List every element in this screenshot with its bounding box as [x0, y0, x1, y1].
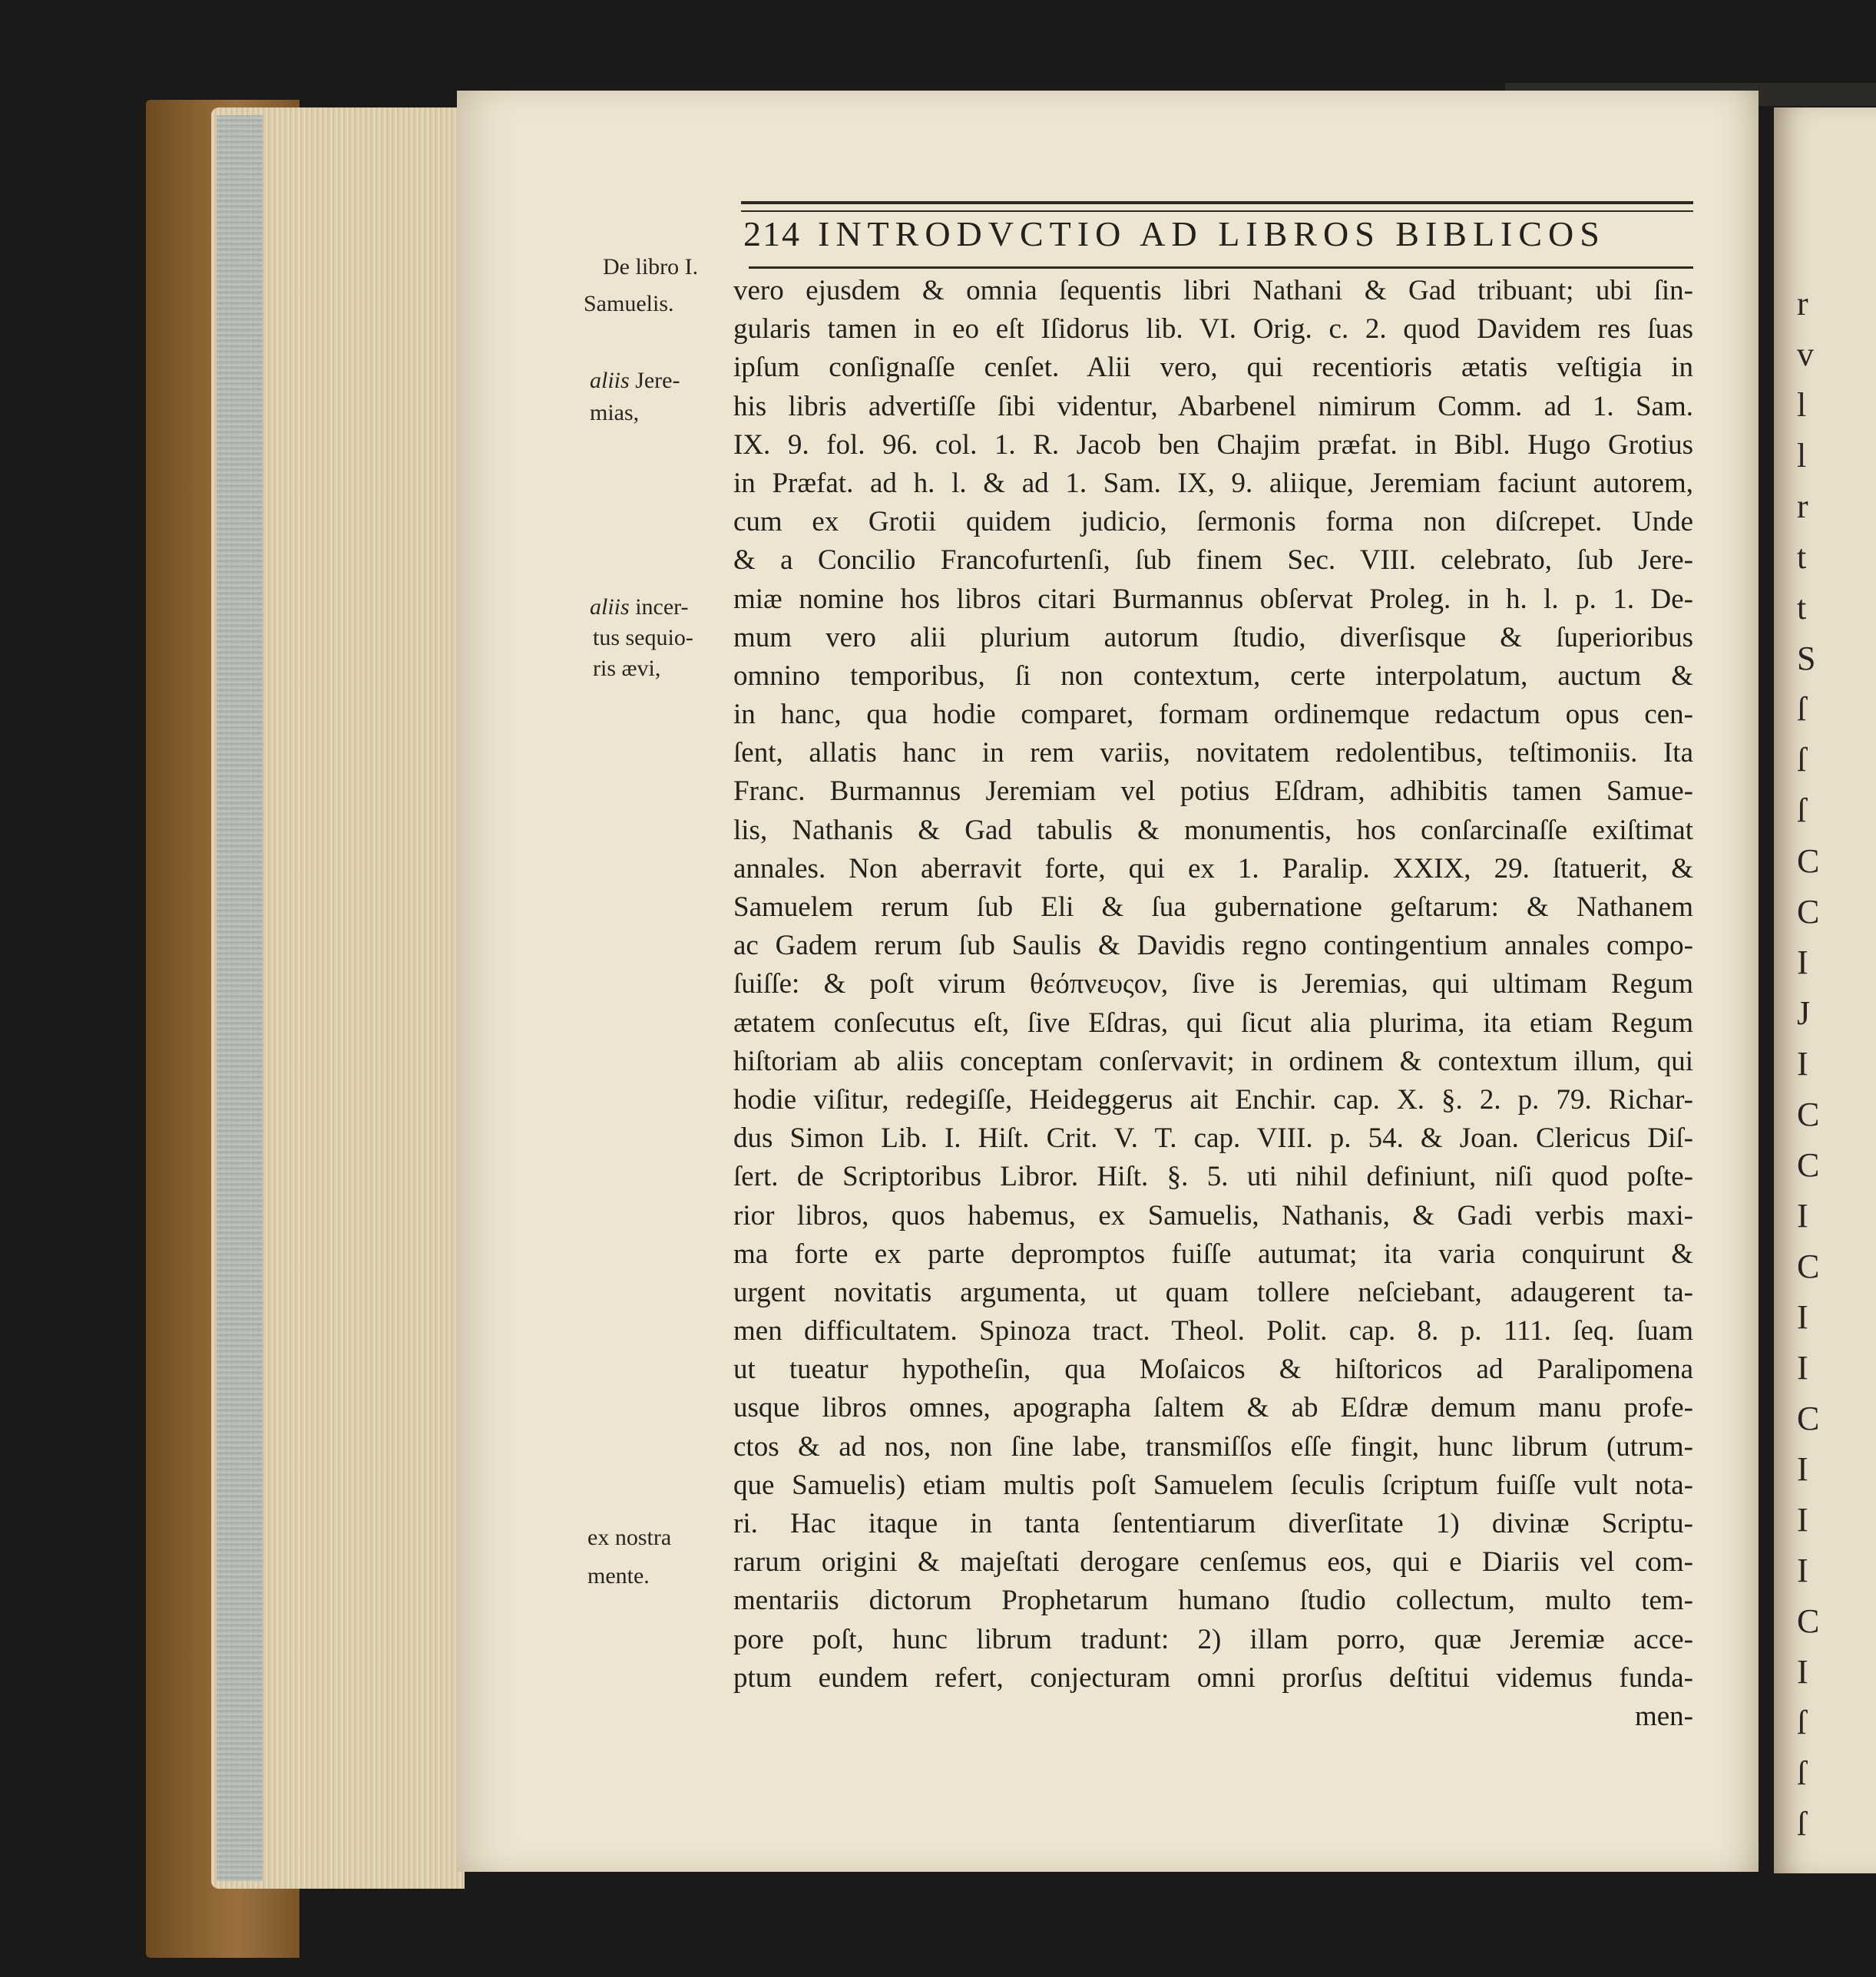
facing-page-glyph: C [1797, 1400, 1820, 1437]
margin-note-italic: aliis [590, 368, 630, 393]
facing-page-glyph: C [1797, 842, 1820, 880]
facing-page-glyph: ſ [1797, 1754, 1807, 1792]
facing-page-glyph: I [1797, 1197, 1808, 1235]
facing-page-glyph: C [1797, 1602, 1820, 1640]
facing-page-glyph: ſ [1797, 1805, 1807, 1843]
facing-page-glyph: C [1797, 1096, 1820, 1133]
facing-page-glyph: r [1797, 285, 1808, 322]
text-line: pore poſt, hunc librum tradunt: 2) illam porro, quæ Jeremiæ acce- [733, 1623, 1693, 1655]
margin-note-aliis-incer-3 [593, 655, 660, 683]
text-line: his libris advertiſſe ſibi videntur, Abarbenel nimirum Comm. ad 1. Sam. [733, 390, 1693, 422]
text-line: mentariis dictorum Prophetarum humano ſtudio collectum, multo tem- [733, 1585, 1693, 1617]
body-text [733, 272, 1693, 1736]
text-line: que Samuelis) etiam multis poſt Samuelem ſeculis ſcriptum fuiſſe vult nota- [733, 1469, 1693, 1501]
margin-note-text: Samuelis. [584, 291, 674, 316]
text-line: ctos & ad nos, non ſine labe, transmiſſos eſſe fingit, hunc librum (utrum- [733, 1430, 1693, 1463]
facing-page-glyph: I [1797, 1349, 1808, 1387]
text-line: in hanc, qua hodie comparet, formam ordinemque redactum opus cen- [733, 699, 1693, 731]
margin-note-text: Jere- [629, 368, 680, 393]
text-line: men- [1634, 1700, 1693, 1732]
text-line: hodie viſitur, redegiſſe, Heideggerus ait Enchir. cap. X. §. 2. p. 79. Richar- [733, 1083, 1693, 1116]
margin-note-de-libro [603, 253, 698, 281]
facing-page-glyph: I [1797, 1501, 1808, 1539]
text-line: ac Gadem rerum ſub Saulis & Davidis regno contingentium annales compo- [733, 930, 1693, 962]
margin-note-aliis-incer-2 [593, 624, 693, 652]
header-rule-top [741, 201, 1693, 212]
margin-note-ex-nostra-2 [587, 1562, 650, 1590]
page-number: 214 [743, 214, 801, 253]
text-line: miæ nomine hos libros citari Burmannus obſervat Proleg. in h. l. p. 1. De- [733, 583, 1693, 615]
text-line: urgent novitatis argumenta, ut quam tollere neſciebant, adaugerent ta- [733, 1276, 1693, 1308]
facing-page-glyph: C [1797, 1146, 1820, 1184]
margin-note-text: ex nostra [587, 1525, 672, 1550]
text-line: men difficultatem. Spinoza tract. Theol. Polit. cap. 8. p. 111. ſeq. ſuam [733, 1315, 1693, 1347]
text-line: ſent, allatis hanc in rem variis, novitatem redolentibus, teſtimoniis. Ita [733, 737, 1693, 769]
text-line: annales. Non aberravit forte, qui ex 1. Paralip. XXIX, 29. ſtatuerit, & [733, 852, 1693, 884]
page-edges-sprinkled [217, 115, 263, 1881]
facing-page-glyph: I [1797, 1552, 1808, 1589]
text-line: ptum eundem refert, conjecturam omni prorſus deſtitui videmus funda- [733, 1661, 1693, 1694]
text-line: ri. Hac itaque in tanta ſententiarum diverſitate 1) divinæ Scriptu- [733, 1508, 1693, 1539]
facing-page-glyph: v [1797, 336, 1814, 373]
margin-note-text: mias, [590, 400, 640, 425]
text-line: usque libros omnes, apographa ſaltem & ab Eſdræ demum manu profe- [733, 1392, 1693, 1424]
margin-note-text: De libro I. [603, 254, 699, 279]
facing-page-glyph: ſ [1797, 690, 1807, 728]
margin-note-text: ris ævi, [593, 656, 661, 681]
text-line: gularis tamen in eo eſt Iſidorus lib. VI. Orig. c. 2. quod Davidem res ſuas [733, 313, 1693, 345]
text-line: ſert. de Scriptoribus Libror. Hiſt. §. 5. uti nihil definiunt, niſi quod poſte- [733, 1161, 1693, 1193]
margin-note-text: incer- [629, 594, 689, 620]
header-rule-bottom [749, 266, 1693, 269]
text-line: vero ejusdem & omnia ſequentis libri Nathani & Gad tribuant; ubi ſin- [733, 275, 1693, 306]
text-line: Samuelem rerum ſub Eli & ſua gubernatione geſtarum: & Nathanem [733, 891, 1693, 923]
facing-page [1774, 107, 1876, 1873]
margin-note-samuelis [584, 290, 674, 318]
margin-note-text: mente. [587, 1563, 650, 1589]
text-line: rarum origini & majeſtati derogare cenſemus eos, qui e Diariis vel com- [733, 1546, 1693, 1579]
text-line: dus Simon Lib. I. Hiſt. Crit. V. T. cap. VIII. p. 54. & Joan. Clericus Diſ- [733, 1122, 1693, 1155]
facing-page-glyph: I [1797, 1653, 1808, 1691]
text-line: in Præfat. ad h. l. & ad 1. Sam. IX, 9. aliique, Jeremiam faciunt autorem, [733, 467, 1693, 499]
facing-page-glyph: ſ [1797, 741, 1807, 779]
text-line: Franc. Burmannus Jeremiam vel potius Eſdram, adhibitis tamen Samue- [733, 775, 1693, 808]
facing-page-glyph: ſ [1797, 1704, 1807, 1741]
margin-note-ex-nostra-1 [587, 1524, 671, 1552]
facing-page-glyph: C [1797, 1248, 1820, 1285]
facing-page-glyph: C [1797, 893, 1820, 931]
facing-page-glyph: ſ [1797, 792, 1807, 829]
facing-page-glyph: r [1797, 488, 1808, 525]
margin-note-italic: aliis [590, 594, 630, 620]
text-line: ætatem conſecutus eſt, ſive Eſdras, qui ſicut alia plurima, ita etiam Regum [733, 1007, 1693, 1039]
text-line: IX. 9. fol. 96. col. 1. R. Jacob ben Chajim præfat. in Bibl. Hugo Grotius [733, 428, 1693, 461]
facing-page-glyph: l [1797, 437, 1807, 474]
facing-page-glyph: J [1797, 994, 1811, 1032]
running-title: INTRODVCTIO AD LIBROS BIBLICOS [818, 214, 1606, 253]
text-line: ſuiſſe: & poſt virum θεόπνευςον, ſive is Jeremias, qui ultimam Regum [733, 968, 1693, 1000]
text-line: hiſtoriam ab aliis conceptam conſervavit; in ordinem & contextum illum, qui [733, 1045, 1693, 1077]
text-line: lis, Nathanis & Gad tabulis & monumentis, hos conſarcinaſſe exiſtimat [733, 814, 1693, 846]
margin-note-text: tus sequio- [593, 625, 693, 650]
facing-page-glyph: I [1797, 1045, 1808, 1083]
text-line: ut tueatur hypotheſin, qua Moſaicos & hiſtoricos ad Paralipomena [733, 1354, 1693, 1386]
facing-page-glyph: I [1797, 1298, 1808, 1336]
margin-note-aliis-jere-2 [590, 399, 639, 427]
margin-note-aliis-incer-1 [590, 593, 689, 621]
text-line: omnino temporibus, ſi non contextum, certe interpolatum, auctum & [733, 660, 1693, 692]
text-line: & a Concilio Francofurtenſi, ſub finem Sec. VIII. celebrato, ſub Jere- [733, 544, 1693, 577]
text-line: rior libros, quos habemus, ex Samuelis, Nathanis, & Gadi verbis maxi- [733, 1199, 1693, 1231]
facing-page-glyph: S [1797, 640, 1816, 677]
margin-note-aliis-jere-1 [590, 367, 680, 395]
text-line: ma forte ex parte depromptos fuiſſe autumat; ita varia conquirunt & [733, 1238, 1693, 1270]
facing-page-glyph: I [1797, 1450, 1808, 1488]
facing-page-glyph: t [1797, 589, 1807, 626]
facing-page-glyph: I [1797, 944, 1808, 981]
facing-page-glyph: l [1797, 386, 1807, 424]
text-line: mum vero alii plurium autorum ſtudio, diverſisque & ſuperioribus [733, 621, 1693, 653]
facing-page-glyph: t [1797, 538, 1807, 576]
text-line: ipſum conſignaſſe cenſet. Alii vero, qui recentioris ætatis veſtigia in [733, 352, 1693, 384]
text-line: cum ex Grotii quidem judicio, ſermonis forma non diſcrepet. Unde [733, 506, 1693, 538]
